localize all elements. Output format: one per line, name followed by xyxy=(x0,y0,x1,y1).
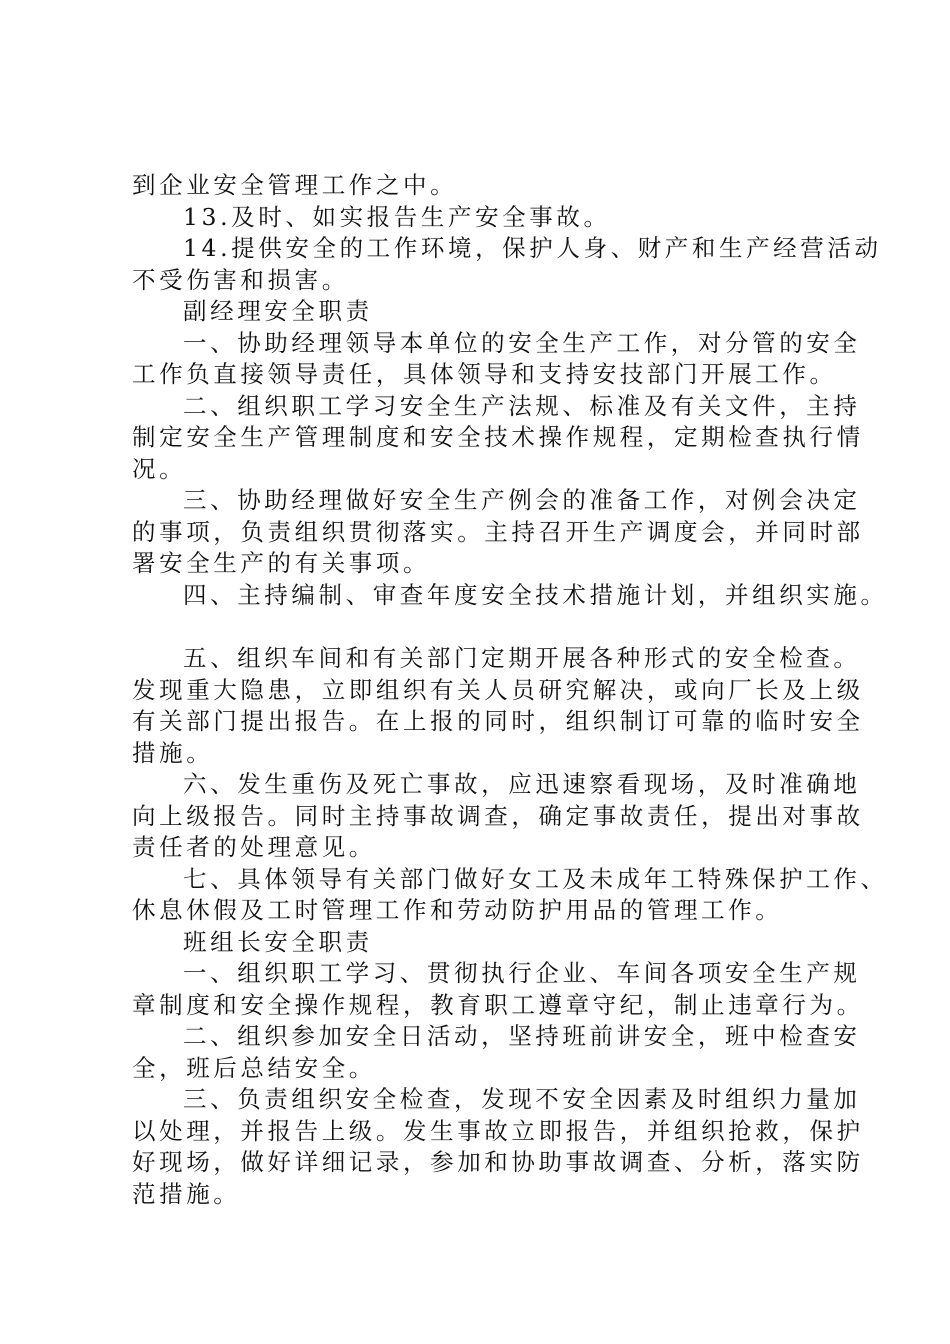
document-body xyxy=(132,170,888,1210)
text-line: 有关部门提出报告。在上报的同时，组织制订可靠的临时安全 xyxy=(132,707,864,735)
section-heading: 班组长安全职责 xyxy=(183,927,373,956)
text-line: 的事项，负责组织贯彻落实。主持召开生产调度会，并同时部 xyxy=(132,517,864,546)
text-line: 发现重大隐患，立即组织有关人员研究解决，或向厂长及上级 xyxy=(132,675,864,704)
text-line: 范措施。 xyxy=(132,1179,241,1208)
text-line: 二、组织职工学习安全生产法规、标准及有关文件，主持 xyxy=(183,391,861,420)
text-line: 一、协助经理领导本单位的安全生产工作，对分管的安全 xyxy=(183,328,861,357)
text-line: 13.及时、如实报告生产安全事故。 xyxy=(183,202,611,231)
text-line: 六、发生重伤及死亡事故，应迅速察看现场，及时准确地 xyxy=(183,770,861,798)
text-line: 好现场，做好详细记录，参加和协助事故调查、分析，落实防 xyxy=(132,1148,864,1176)
text-line: 七、具体领导有关部门做好女工及未成年工特殊保护工作、 xyxy=(183,864,888,893)
text-line: 一、组织职工学习、贯彻执行企业、车间各项安全生产规 xyxy=(183,959,861,987)
text-line: 14.提供安全的工作环境，保护人身、财产和生产经营活动 xyxy=(183,234,882,262)
text-line: 五、组织车间和有关部门定期开展各种形式的安全检查。 xyxy=(183,644,861,672)
text-line: 工作负直接领导责任，具体领导和支持安技部门开展工作。 xyxy=(132,360,837,388)
section-heading: 副经理安全职责 xyxy=(183,297,373,325)
text-line: 制定安全生产管理制度和安全技术操作规程，定期检查执行情 xyxy=(132,423,864,451)
text-line: 以处理，并报告上级。发生事故立即报告，并组织抢救，保护 xyxy=(132,1116,864,1145)
text-line: 休息休假及工时管理工作和劳动防护用品的管理工作。 xyxy=(132,896,783,924)
text-line: 三、负责组织安全检查，发现不安全因素及时组织力量加 xyxy=(183,1085,861,1113)
text-line: 全，班后总结安全。 xyxy=(132,1053,376,1082)
text-line: 况。 xyxy=(132,454,187,483)
text-line: 四、主持编制、审查年度安全技术措施计划，并组织实施。 xyxy=(183,580,888,609)
blank-line xyxy=(132,611,832,643)
text-line: 责任者的处理意见。 xyxy=(132,833,376,861)
text-line: 向上级报告。同时主持事故调查，确定事故责任，提出对事故 xyxy=(132,801,864,830)
text-line: 二、组织参加安全日活动，坚持班前讲安全，班中检查安 xyxy=(183,1022,861,1050)
text-line: 到企业安全管理工作之中。 xyxy=(132,171,458,199)
text-line: 措施。 xyxy=(132,738,214,767)
text-line: 三、协助经理做好安全生产例会的准备工作，对例会决定 xyxy=(183,486,861,514)
text-line: 署安全生产的有关事项。 xyxy=(132,549,431,577)
text-line: 章制度和安全操作规程，教育职工遵章守纪，制止违章行为。 xyxy=(132,990,864,1019)
text-line: 不受伤害和损害。 xyxy=(132,265,349,294)
